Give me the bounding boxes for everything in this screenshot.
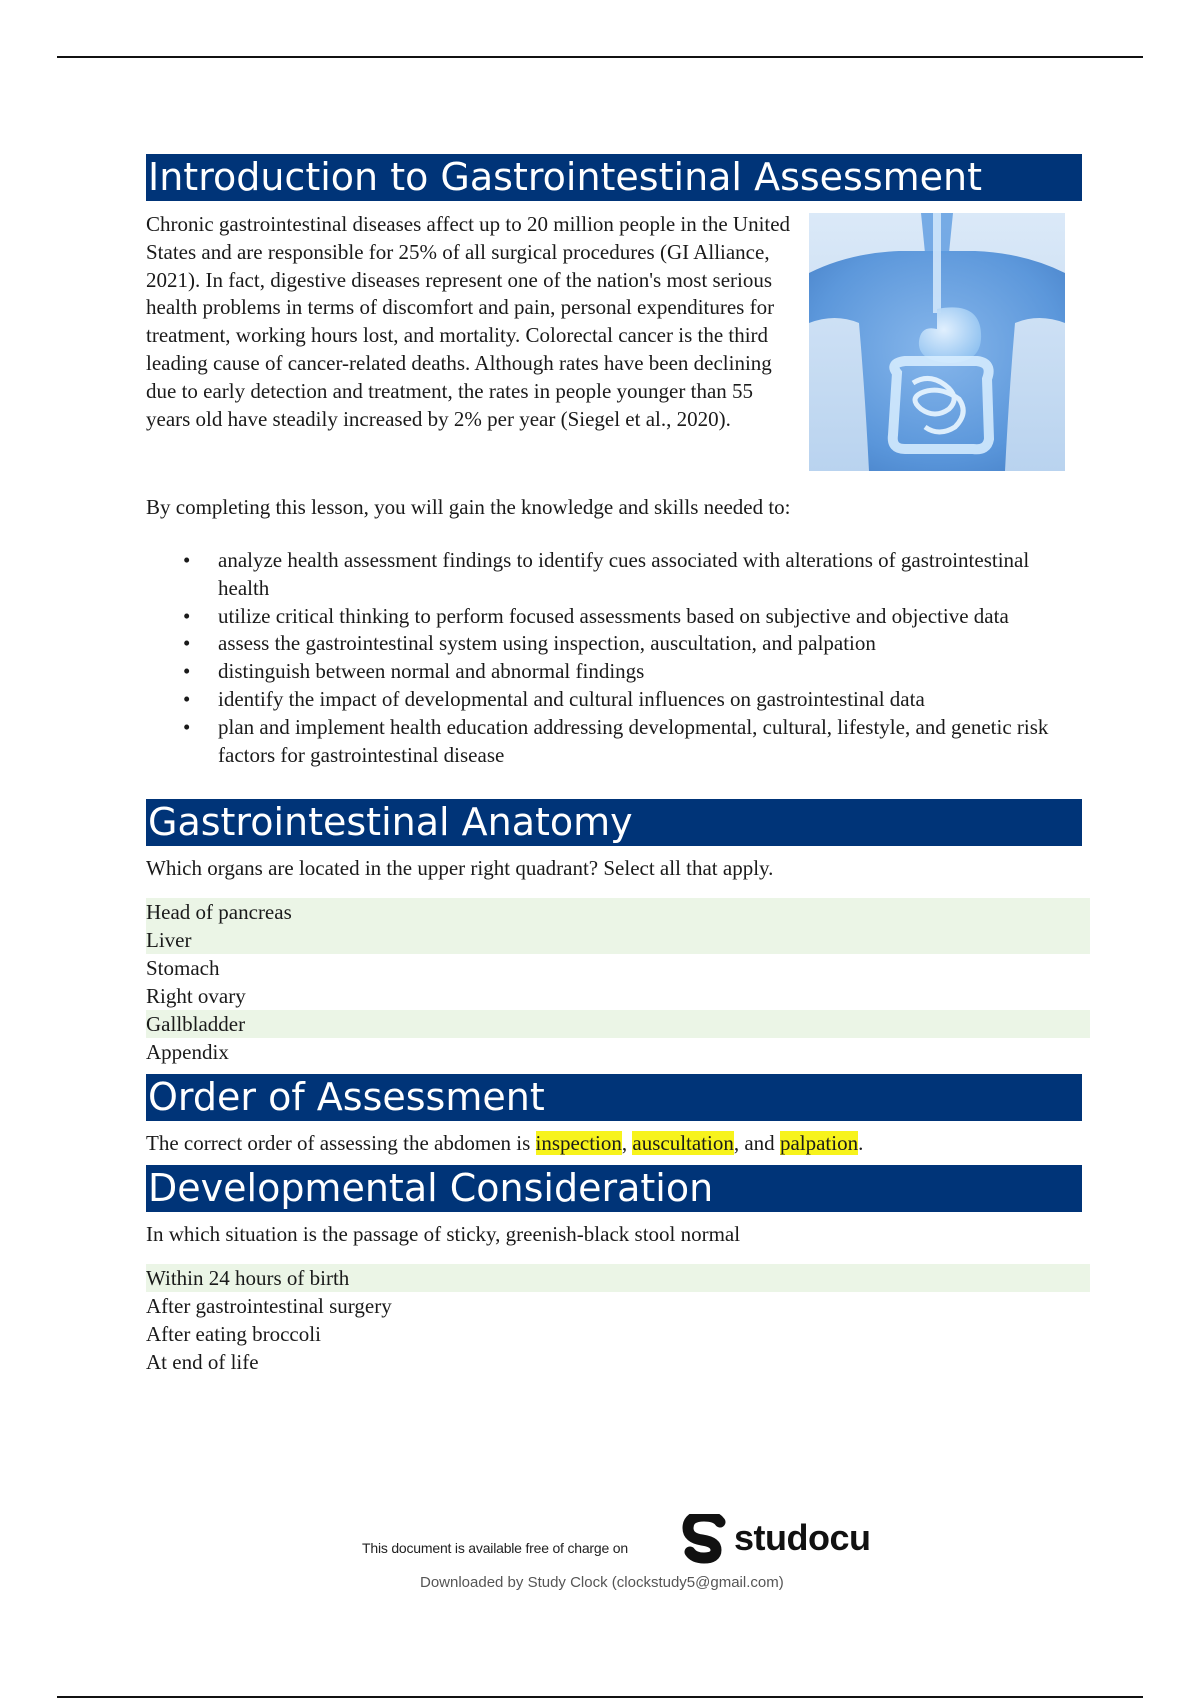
objectives-lead: By completing this lesson, you will gain the knowledge and skills needed to: [146, 495, 791, 519]
intro-row [146, 211, 1082, 483]
developmental-options [146, 1264, 1090, 1376]
highlight-auscultation: auscultation [632, 1131, 734, 1156]
intro-heading: Introduction to Gastrointestinal Assessment [146, 154, 1082, 201]
order-prefix: The correct order of assessing the abdomen is [146, 1131, 536, 1156]
answer-option: Appendix [146, 1040, 229, 1065]
anatomy-question: Which organs are located in the upper right quadrant? Select all that apply. [146, 856, 774, 881]
studocu-logo-icon [680, 1514, 728, 1566]
document-page [146, 154, 1082, 1376]
anatomy-options [146, 898, 1090, 1066]
answer-option: Stomach [146, 956, 220, 981]
anatomy-heading: Gastrointestinal Anatomy [146, 799, 1082, 846]
objective-item: • utilize critical thinking to perform focused assessments based on subjective and objective data [218, 603, 1082, 631]
download-notice: Downloaded by Study Clock (clockstudy5@gmail.com) [420, 1574, 784, 1591]
answer-option: After eating broccoli [146, 1322, 321, 1347]
studocu-wordmark: studocu [734, 1517, 871, 1558]
objective-item: • analyze health assessment findings to identify cues associated with alterations of gastrointestinal health [218, 547, 1082, 603]
objectives-list [146, 547, 1082, 769]
answer-option: At end of life [146, 1350, 259, 1375]
objective-item: • identify the impact of developmental and cultural influences on gastrointestinal data [218, 686, 1082, 714]
answer-option-correct: Head of pancreas [146, 898, 1090, 926]
objective-item: • plan and implement health education addressing developmental, cultural, lifestyle, and genetic risk factors for gastrointestinal disease [218, 714, 1082, 770]
top-rule [57, 56, 1143, 58]
order-separator: , and [733, 1131, 780, 1156]
order-suffix: . [858, 1131, 864, 1156]
developmental-heading: Developmental Consideration [146, 1165, 1082, 1212]
digestive-system-illustration [809, 213, 1065, 471]
order-statement [146, 1129, 1082, 1157]
answer-option-correct: Gallbladder [146, 1010, 1090, 1038]
availability-notice: This document is available free of charge on [362, 1540, 628, 1556]
bottom-rule [57, 1696, 1143, 1698]
developmental-question: In which situation is the passage of sticky, greenish-black stool normal [146, 1222, 741, 1247]
objective-item: • distinguish between normal and abnormal findings [218, 658, 1082, 686]
answer-option-correct: Liver [146, 926, 1090, 954]
answer-option: After gastrointestinal surgery [146, 1294, 392, 1319]
highlight-palpation: palpation [779, 1131, 859, 1156]
answer-option-correct: Within 24 hours of birth [146, 1264, 1090, 1292]
intro-paragraph: Chronic gastrointestinal diseases affect up to 20 million people in the United States and are responsible for 25% of all surgical procedures (GI Alliance, 2021). In fact, digestive diseases represent one of the nation's most serious health problems in terms of discomfort and pain, personal expenditures for treatment, working hours lost, and mortality. Colorectal cancer is the third leading cause of cancer-related deaths. Although rates have been declining due to early detection and treatment, the rates in people younger than 55 years old have steadily increased by 2% per year (Siegel et al., 2020). [146, 212, 791, 431]
objective-item: • assess the gastrointestinal system using inspection, auscultation, and palpation [218, 630, 1082, 658]
order-heading: Order of Assessment [146, 1074, 1082, 1121]
highlight-inspection: inspection [535, 1131, 622, 1156]
footer [0, 1510, 1200, 1610]
order-separator: , [621, 1131, 633, 1156]
answer-option: Right ovary [146, 984, 246, 1009]
